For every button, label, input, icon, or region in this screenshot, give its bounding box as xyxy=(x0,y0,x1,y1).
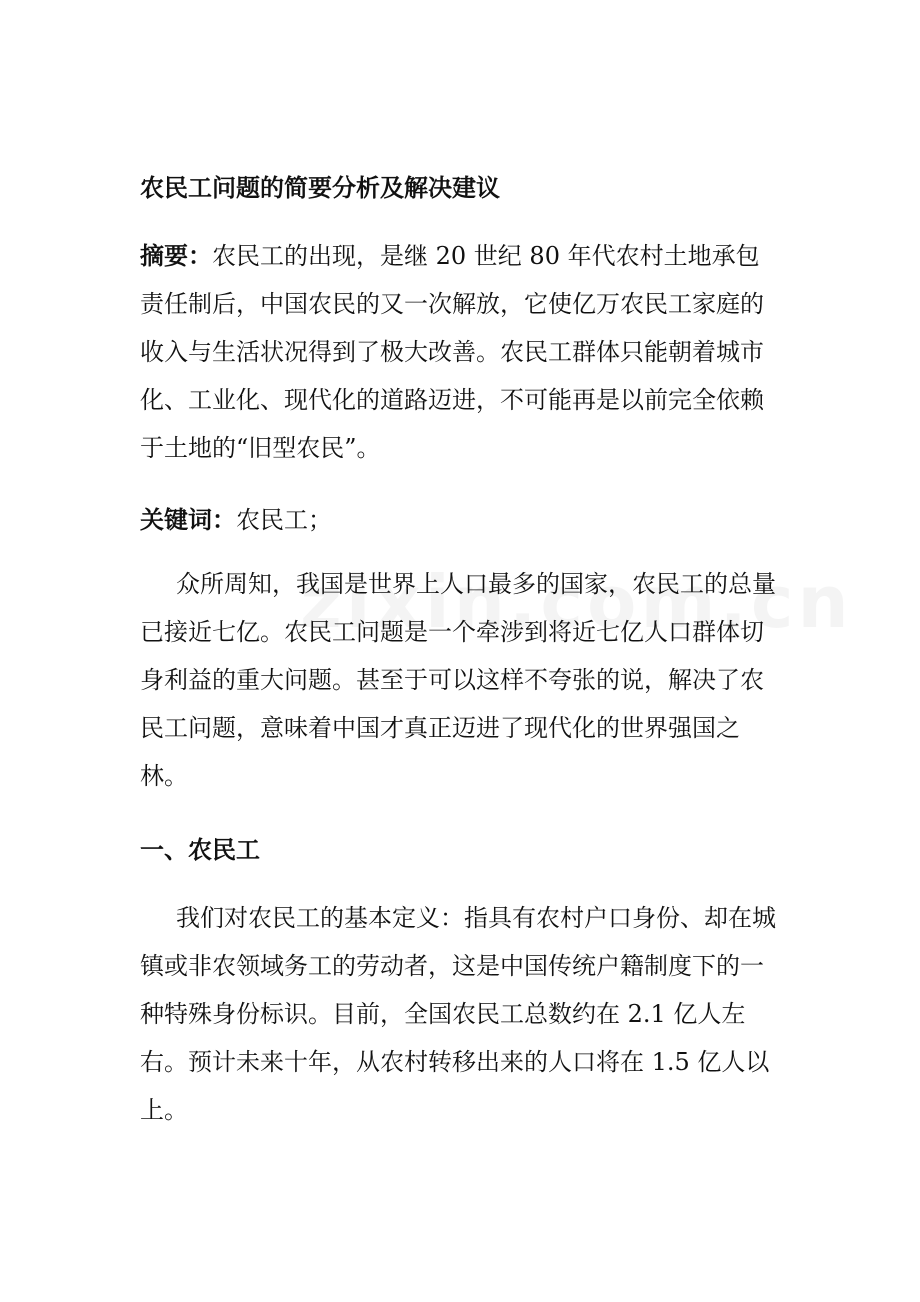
abstract-label: 摘要： xyxy=(140,241,212,270)
document-title: 农民工问题的简要分析及解决建议 xyxy=(140,173,500,202)
section-heading: 一、农民工 xyxy=(140,835,260,864)
keywords-text: 农民工； xyxy=(236,506,332,534)
abstract-text: 农民工的出现，是继 20 世纪 80 年代农村土地承包责任制后，中国农民的又一次解放，它使亿万农民工家庭的收入与生活状况得到了极大改善。农民工群体只能朝着城市化、工业化、现代化的道路迈进，不可能再是以前完全依赖于土地的“旧型农民”。 xyxy=(140,242,764,462)
keywords-line xyxy=(140,496,780,544)
abstract-paragraph xyxy=(140,232,780,472)
section-paragraph: 我们对农民工的基本定义：指具有农村户口身份、却在城镇或非农领域务工的劳动者，这是中国传统户籍制度下的一种特殊身份标识。目前，全国农民工总数约在 2.1 亿人左右。预计未来十年，从农村转移出来的人口将在 1.5 亿人以上。 xyxy=(140,904,776,1124)
intro-paragraph: 众所周知，我国是世界上人口最多的国家，农民工的总量已接近七亿。农民工问题是一个牵涉到将近七亿人口群体切身利益的重大问题。甚至于可以这样不夸张的说，解决了农民工问题，意味着中国才真正迈进了现代化的世界强国之林。 xyxy=(140,570,776,790)
keywords-label: 关键词： xyxy=(140,505,236,534)
